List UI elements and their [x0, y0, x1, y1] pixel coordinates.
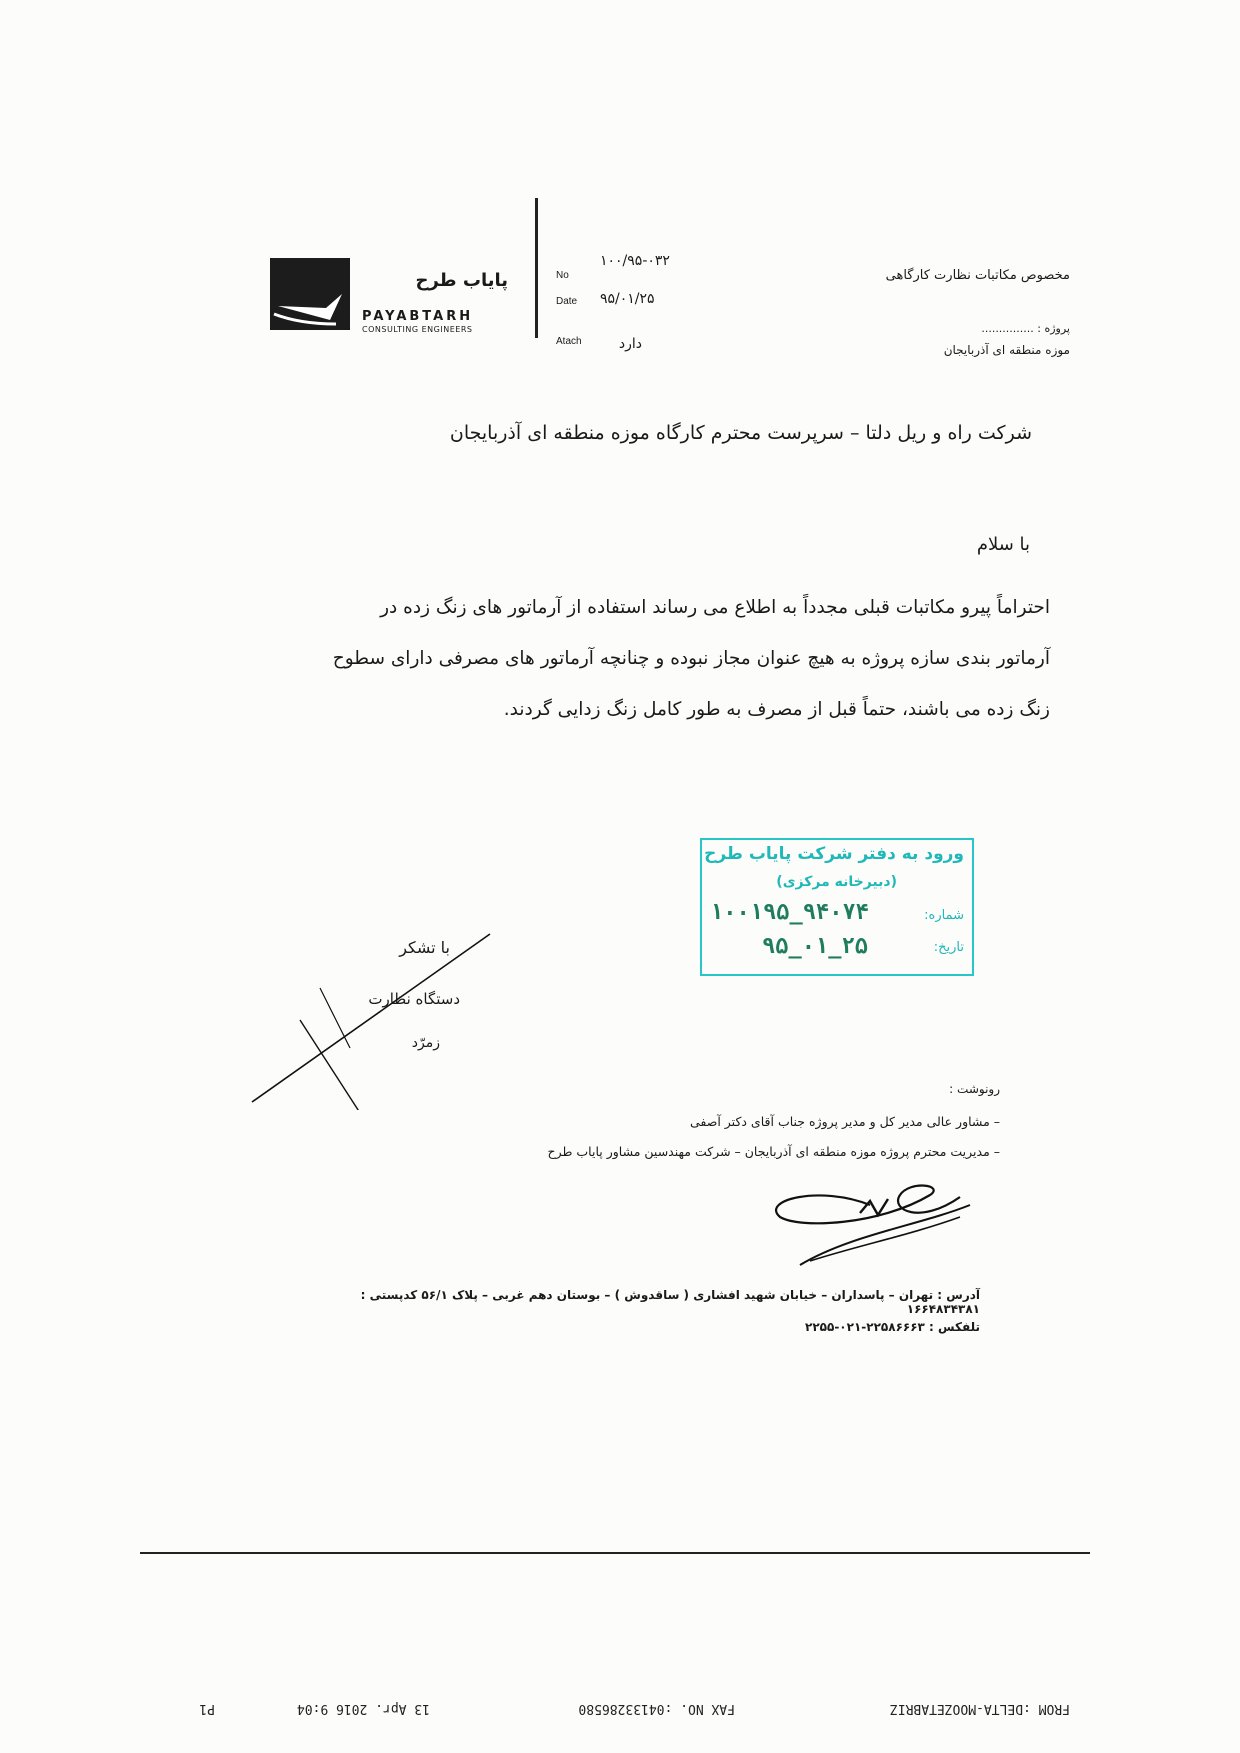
- number-value: ۱۰۰/۹۵-۰۳۲: [600, 253, 670, 269]
- body-line: زنگ زده می باشند، حتماً قبل از مصرف به طور کامل زنگ زدایی گردند.: [503, 699, 1050, 720]
- logo-text-english: PAYABTARH: [362, 309, 474, 324]
- project-label: پروژه : ...............: [981, 322, 1070, 335]
- body-line: احتراماً پیرو مکاتبات قبلی مجدداً به اطلاع می رساند استفاده از آرماتور های زنگ زده در: [380, 597, 1050, 618]
- footer-rule: [140, 1552, 1090, 1554]
- stamp-number-value: ۱۰۰۱۹۵_۹۴۰۷۴: [710, 900, 869, 925]
- copy-recipient-1: – مشاور عالی مدیر کل و مدیر پروژه جناب آقای دکتر آصفی: [689, 1114, 1000, 1129]
- stamp-date-value: ۹۵_۰۱_۲۵: [762, 934, 868, 959]
- attach-label: Atach: [556, 336, 582, 347]
- number-label: No: [556, 270, 569, 281]
- date-label: Date: [556, 296, 578, 307]
- fax-header-strip: [190, 1692, 1070, 1716]
- closing-phrase: با تشکر: [399, 938, 450, 957]
- greeting: با سلام: [976, 534, 1030, 555]
- stamp-subtitle: (دبیرخانه مرکزی): [776, 874, 897, 890]
- body-line: آرماتور بندی سازه پروژه به هیچ عنوان مجاز نبوده و چنانچه آرماتور های مصرفی دارای سطوح: [332, 648, 1050, 669]
- stamp-title: ورود به دفتر شرکت پایاب طرح: [704, 844, 964, 864]
- fax-number: FAX NO. :04133286580: [578, 1701, 735, 1716]
- signer-name: زمرّد: [411, 1035, 440, 1051]
- fax-from: FROM :DELTA-MOOZETABRIZ: [889, 1701, 1070, 1716]
- logo-text-persian: پایاب طرح: [415, 270, 508, 291]
- copy-recipient-2: – مدیریت محترم پروژه موزه منطقه ای آذربایجان – شرکت مهندسین مشاور پایاب طرح: [547, 1144, 1000, 1159]
- attach-value: دارد: [618, 336, 642, 352]
- letter-body: [290, 582, 1050, 735]
- project-value: موزه منطقه ای آذربایجان: [943, 343, 1070, 357]
- fax-date-time: 13 Apr. 2016 9:04: [296, 1701, 430, 1716]
- signer-organization: دستگاه نظارت: [368, 990, 460, 1008]
- fax-page: P1: [199, 1701, 215, 1716]
- copies-label: رونوشت :: [949, 1082, 1000, 1096]
- company-address: آدرس : تهران – پاسداران – خیابان شهید افشاری ( ساقدوش ) – بوستان دهم غربی – پلاک ۵۶/۱ کدپستی : ۱۶۶۴۸۳۴۳۸۱: [360, 1288, 980, 1316]
- second-signature-mark: [760, 1165, 980, 1270]
- stamp-number-label: شماره:: [924, 908, 964, 923]
- receipt-stamp: [700, 838, 974, 976]
- letter-category-title: مخصوص مکاتبات نظارت کارگاهی: [885, 268, 1070, 283]
- company-phone: تلفکس : ۲۲۵۸۶۶۶۳-۰۲۱-۲۲۵۵: [805, 1320, 980, 1334]
- stamp-date-label: تاریخ:: [933, 940, 964, 955]
- header-divider: [535, 198, 538, 338]
- company-logo-mark: [270, 258, 350, 330]
- recipient-line: شرکت راه و ریل دلتا – سرپرست محترم کارگاه موزه منطقه ای آذربایجان: [449, 422, 1032, 444]
- date-value: ۹۵/۰۱/۲۵: [600, 291, 655, 307]
- logo-subtitle: CONSULTING ENGINEERS: [362, 325, 473, 334]
- signature-mark: [250, 930, 510, 1110]
